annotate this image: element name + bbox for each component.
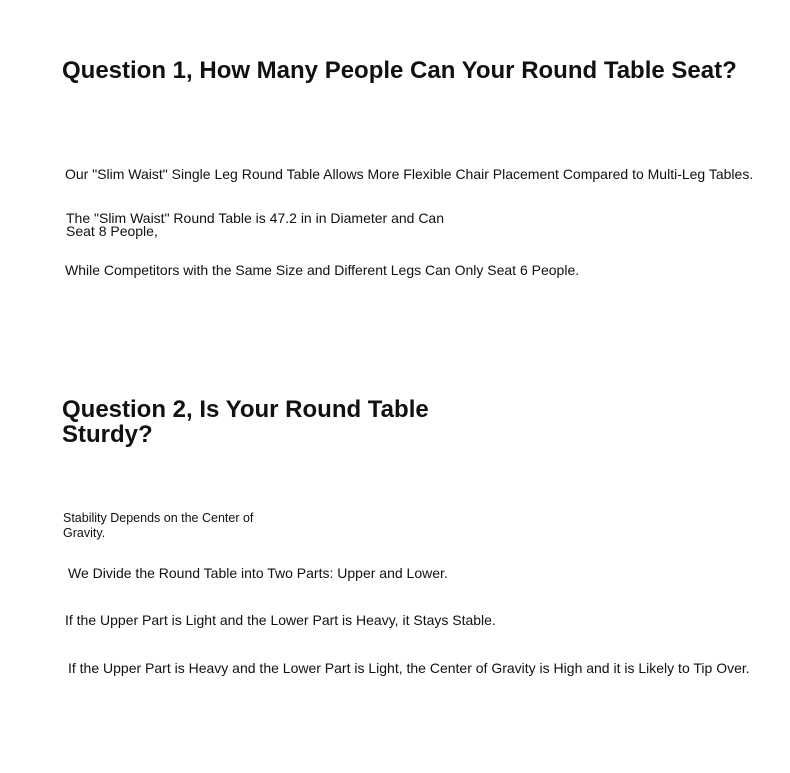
question-2-heading-line2: Sturdy? bbox=[62, 421, 153, 448]
q2-paragraph-tip-over: If the Upper Part is Heavy and the Lower Part is Light, the Center of Gravity is High and it is Likely to Tip Over. bbox=[68, 660, 750, 676]
question-2-heading-line1: Question 2, Is Your Round Table bbox=[62, 396, 429, 423]
q2-paragraph-stays-stable: If the Upper Part is Light and the Lower Part is Heavy, it Stays Stable. bbox=[65, 612, 496, 628]
q1-paragraph-competitors: While Competitors with the Same Size and Different Legs Can Only Seat 6 People. bbox=[65, 262, 580, 278]
q2-paragraph-center-of-gravity-line2: Gravity. bbox=[63, 526, 106, 540]
q2-paragraph-two-parts: We Divide the Round Table into Two Parts: Upper and Lower. bbox=[68, 565, 448, 581]
q1-paragraph-flexible-placement: Our "Slim Waist" Single Leg Round Table Allows More Flexible Chair Placement Compared to Multi-Leg Tables. bbox=[65, 166, 754, 182]
question-1-heading: Question 1, How Many People Can Your Round Table Seat? bbox=[62, 57, 737, 84]
q1-paragraph-diameter-line1: The "Slim Waist" Round Table is 47.2 in in Diameter and Can bbox=[66, 210, 445, 226]
q2-paragraph-center-of-gravity-line1: Stability Depends on the Center of bbox=[63, 511, 254, 525]
q1-paragraph-diameter-line2: Seat 8 People, bbox=[66, 223, 158, 239]
